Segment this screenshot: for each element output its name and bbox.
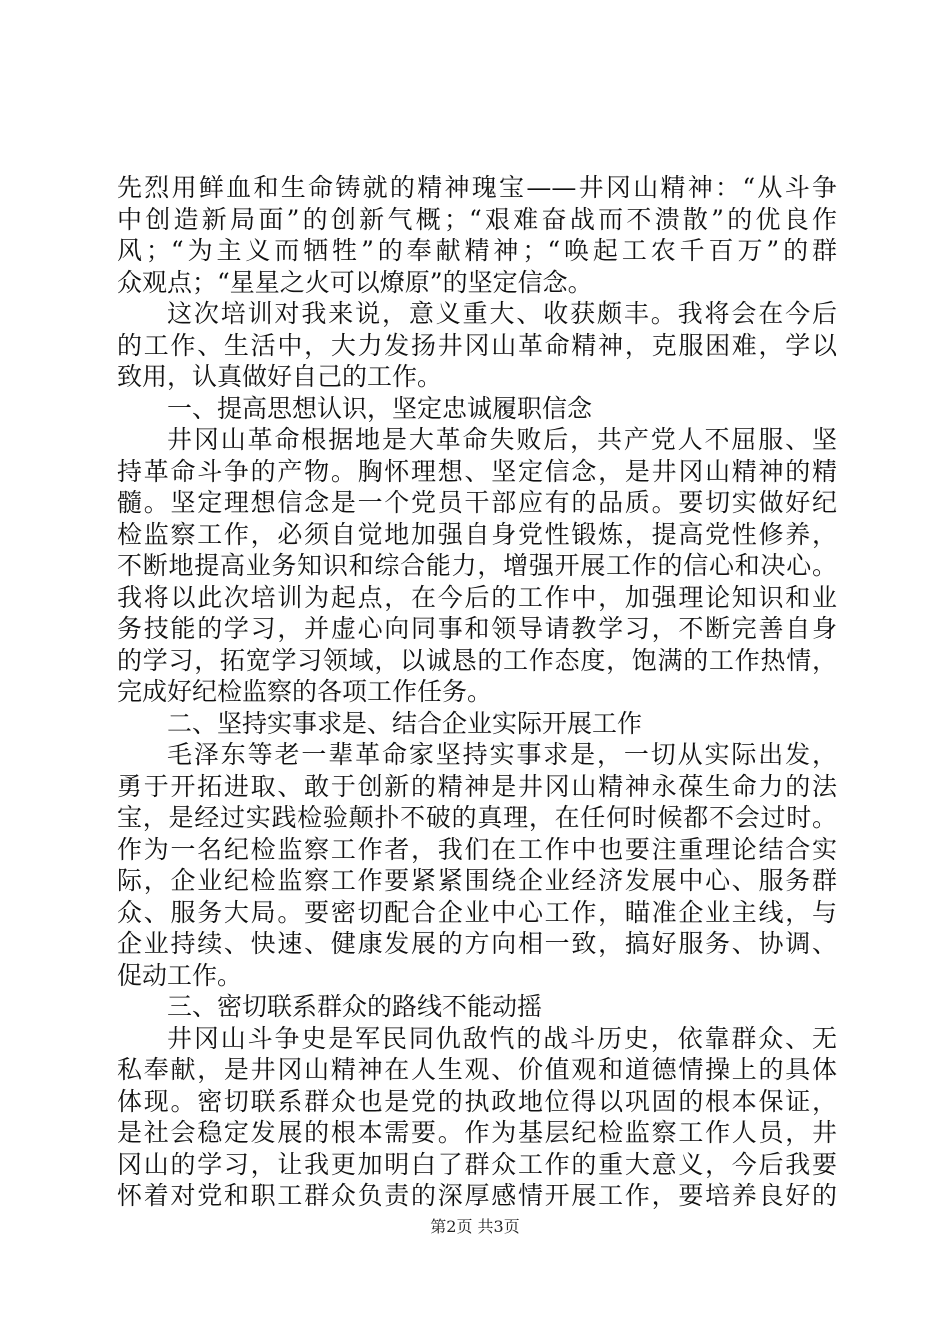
body-text-line: 完成好纪检监察的各项工作任务。 xyxy=(117,677,493,706)
body-text-line: 先烈用鲜血和生命铸就的精神瑰宝——井冈山精神：“从斗争 xyxy=(117,173,837,202)
body-text-line: 务技能的学习，并虚心向同事和领导请教学习，不断完善自身 xyxy=(117,614,837,643)
body-text-line: 井冈山革命根据地是大革命失败后，共产党人不屈服、坚 xyxy=(167,425,837,454)
body-text-line: 怀着对党和职工群众负责的深厚感情开展工作，要培养良好的 xyxy=(117,1181,837,1210)
body-text-line: 风；“为主义而牺牲”的奉献精神；“唤起工农千百万”的群 xyxy=(117,236,837,265)
body-text-line: 际，企业纪检监察工作要紧紧围绕企业经济发展中心、服务群 xyxy=(117,866,837,895)
body-text-line: 体现。密切联系群众也是党的执政地位得以巩固的根本保证， xyxy=(117,1086,837,1116)
body-text-line: 众、服务大局。要密切配合企业中心工作，瞄准企业主线，与 xyxy=(117,897,837,927)
page-footer: 第2页 共3页 xyxy=(430,1217,520,1236)
body-text-line: 私奉献，是井冈山精神在人生观、价值观和道德情操上的具体 xyxy=(117,1055,837,1084)
body-text-line: 冈山的学习，让我更加明白了群众工作的重大意义，今后我要 xyxy=(117,1149,837,1179)
body-text-line: 井冈山斗争史是军民同仇敌忾的战斗历史，依靠群众、无 xyxy=(167,1023,837,1053)
body-text-line: 不断地提高业务知识和综合能力，增强开展工作的信心和决心。 xyxy=(117,551,837,580)
body-text-line: 宝，是经过实践检验颠扑不破的真理，在任何时候都不会过时。 xyxy=(117,803,837,832)
body-text-line: 一、提高思想认识，坚定忠诚履职信念 xyxy=(167,393,593,423)
body-text-line: 致用，认真做好自己的工作。 xyxy=(117,362,443,391)
body-text-line: 中创造新局面”的创新气概；“艰难奋战而不溃散”的优良作 xyxy=(117,204,837,234)
body-text-line: 作为一名纪检监察工作者，我们在工作中也要注重理论结合实 xyxy=(117,834,837,864)
body-text-line: 的学习，拓宽学习领域，以诚恳的工作态度，饱满的工作热情， xyxy=(117,645,837,675)
document-body xyxy=(117,172,837,1212)
body-text-line: 持革命斗争的产物。胸怀理想、坚定信念，是井冈山精神的精 xyxy=(117,456,837,486)
body-text-line: 检监察工作，必须自觉地加强自身党性锻炼，提高党性修养， xyxy=(117,519,837,549)
body-text-line: 毛泽东等老一辈革命家坚持实事求是，一切从实际出发， xyxy=(167,740,837,769)
body-text-line: 促动工作。 xyxy=(117,960,243,990)
body-text-line: 这次培训对我来说，意义重大、收获颇丰。我将会在今后 xyxy=(167,299,837,328)
body-text-line: 勇于开拓进取、敢于创新的精神是井冈山精神永葆生命力的法 xyxy=(117,771,837,801)
body-text-line: 髓。坚定理想信念是一个党员干部应有的品质。要切实做好纪 xyxy=(117,488,837,517)
body-text-line: 我将以此次培训为起点，在今后的工作中，加强理论知识和业 xyxy=(117,582,837,612)
body-text-line: 是社会稳定发展的根本需要。作为基层纪检监察工作人员，井 xyxy=(117,1118,837,1147)
body-text-line: 企业持续、快速、健康发展的方向相一致，搞好服务、协调、 xyxy=(117,929,837,958)
body-text-line: 众观点；“星星之火可以燎原”的坚定信念。 xyxy=(117,267,593,297)
body-text-line: 三、密切联系群众的路线不能动摇 xyxy=(167,992,543,1021)
body-text-line: 二、坚持实事求是、结合企业实际开展工作 xyxy=(167,708,643,738)
body-text-line: 的工作、生活中，大力发扬井冈山革命精神，克服困难，学以 xyxy=(117,330,837,360)
